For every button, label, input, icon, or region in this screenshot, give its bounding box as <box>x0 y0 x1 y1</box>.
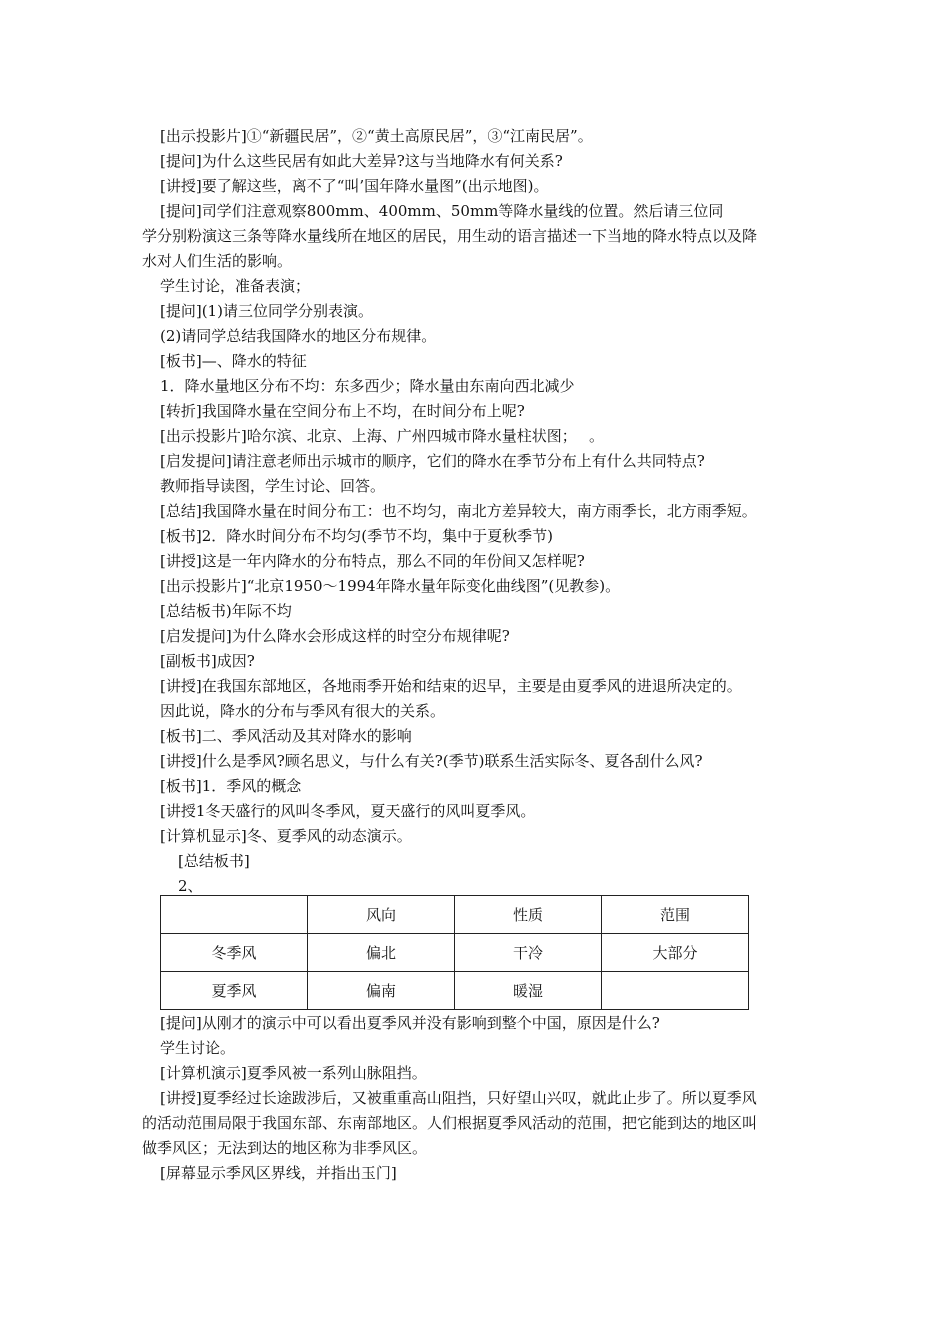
monsoon-table <box>160 895 749 1010</box>
table-header-cell: 范围 <box>602 896 749 934</box>
text-line: 学生讨论。 <box>160 1039 236 1057</box>
text-line: [提问](1)请三位同学分别表演。 <box>160 302 373 320</box>
text-line: [讲授1冬天盛行的风叫冬季风，夏天盛行的风叫夏季风。 <box>160 802 536 820</box>
text-line: 学生讨论，准备表演； <box>160 277 311 295</box>
text-line: [副板书]成因? <box>160 652 255 670</box>
text-line: [屏幕显示季风区界线，并指出玉门] <box>160 1164 397 1182</box>
text-line: [总结]我国降水量在时间分布工：也不均匀，南北方差异较大，南方雨季长，北方雨季短。 <box>160 502 757 520</box>
text-line: 的活动范围局限于我国东部、东南部地区。人们根据夏季风活动的范围，把它能到达的地区叫 <box>142 1114 758 1132</box>
text-line: [提问]为什么这些民居有如此大差异?这与当地降水有何关系? <box>160 152 563 170</box>
text-line: [讲授]要了解这些，离不了“叫’国年降水量图”(出示地图)。 <box>160 177 549 195</box>
text-line: [启发提问]请注意老师出示城市的顺序，它们的降水在季节分布上有什么共同特点? <box>160 452 705 470</box>
text-line: [出示投影片]“北京1950～1994年降水量年际变化曲线图”(见教参)。 <box>160 577 621 595</box>
text-line: [转折]我国降水量在空间分布上不均，在时间分布上呢? <box>160 402 525 420</box>
text-line: [计算机显示]冬、夏季风的动态演示。 <box>160 827 412 845</box>
text-line: [启发提问]为什么降水会形成这样的时空分布规律呢? <box>160 627 510 645</box>
text-line: [总结板书] <box>178 852 250 870</box>
text-line: [板书]二、季风活动及其对降水的影响 <box>160 727 412 745</box>
text-line: 水对人们生活的影响。 <box>142 252 293 270</box>
text-line: [讲授]什么是季风?顾名思义，与什么有关?(季节)联系生活实际冬、夏各刮什么风? <box>160 752 703 770</box>
text-line: 做季风区；无法到达的地区称为非季风区。 <box>142 1139 428 1157</box>
text-line: [板书]2．降水时间分布不均匀(季节不均，集中于夏秋季节) <box>160 527 553 545</box>
text-line: [讲授]这是一年内降水的分布特点，那么不同的年份间又怎样呢? <box>160 552 585 570</box>
text-line: 因此说，降水的分布与季风有很大的关系。 <box>160 702 446 720</box>
table-row <box>161 972 749 1010</box>
text-line: (2)请同学总结我国降水的地区分布规律。 <box>160 327 437 345</box>
text-line: [计算机演示]夏季风被一系列山脉阻挡。 <box>160 1064 427 1082</box>
table-cell: 大部分 <box>602 934 749 972</box>
text-line: 1．降水量地区分布不均：东多西少；降水量由东南向西北减少 <box>160 377 575 395</box>
text-line: [提问]司学们注意观察800mm、400mm、50mm等降水量线的位置。然后请三位同 <box>160 202 724 220</box>
text-line: 学分别粉演这三条等降水量线所在地区的居民，用生动的语言描述一下当地的降水特点以及降 <box>142 227 758 245</box>
table-header-cell: 风向 <box>308 896 455 934</box>
text-line: [板书]1．季风的概念 <box>160 777 302 795</box>
table-cell: 干冷 <box>455 934 602 972</box>
table-header-row <box>161 896 749 934</box>
text-line: [板书]—、降水的特征 <box>160 352 307 370</box>
table-row <box>161 934 749 972</box>
table-cell: 冬季风 <box>161 934 308 972</box>
table-header-cell: 性质 <box>455 896 602 934</box>
table-cell: 夏季风 <box>161 972 308 1010</box>
table-header-cell <box>161 896 308 934</box>
text-line: [出示投影片]哈尔滨、北京、上海、广州四城市降水量柱状图； 。 <box>160 427 604 445</box>
text-line: [提问]从刚才的演示中可以看出夏季风并没有影响到整个中国，原因是什么? <box>160 1014 660 1032</box>
text-line: 教师指导读图，学生讨论、回答。 <box>160 477 386 495</box>
text-line: [讲授]夏季经过长途跋涉后，又被重重高山阻挡，只好望山兴叹，就此止步了。所以夏季风 <box>160 1089 757 1107</box>
text-line: [出示投影片]①“新疆民居”，②“黄土高原民居”，③“江南民居”。 <box>160 127 593 145</box>
text-line: 2、 <box>178 877 203 895</box>
table-cell: 偏北 <box>308 934 455 972</box>
table-cell: 暖湿 <box>455 972 602 1010</box>
text-line: [讲授]在我国东部地区，各地雨季开始和结束的迟早，主要是由夏季风的进退所决定的。 <box>160 677 742 695</box>
table-cell <box>602 972 749 1010</box>
text-line: [总结板书)年际不均 <box>160 602 292 620</box>
table-cell: 偏南 <box>308 972 455 1010</box>
